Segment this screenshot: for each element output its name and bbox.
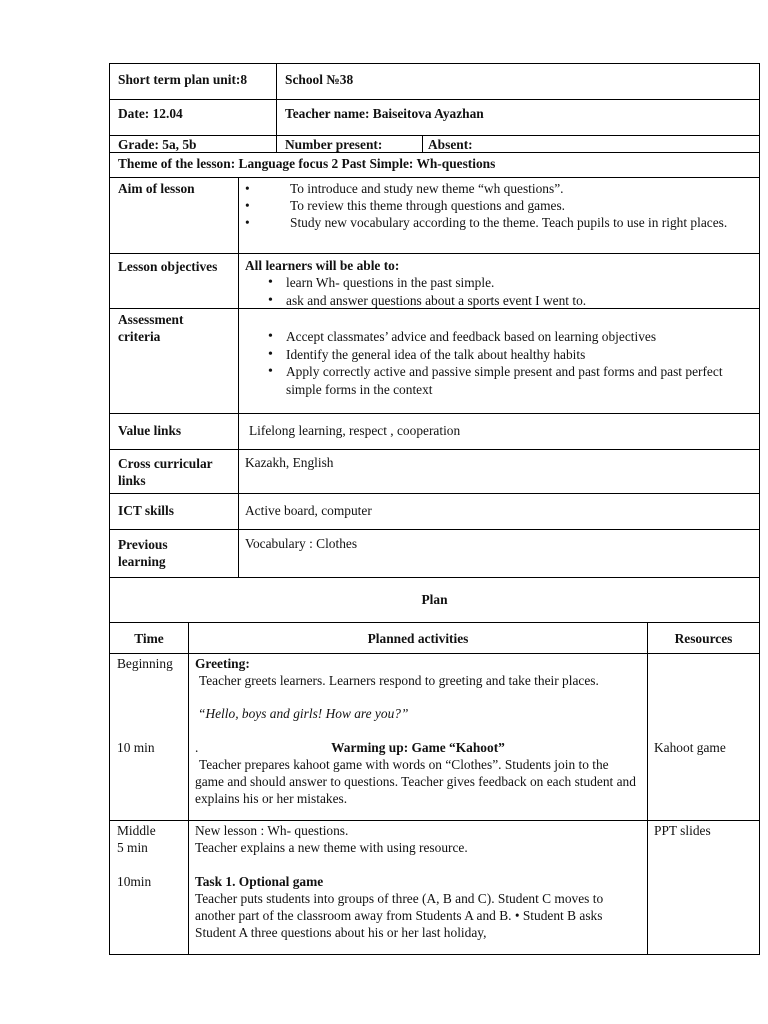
school-label: School №38 — [285, 72, 354, 87]
time-column-header: Time — [134, 631, 164, 646]
explain-text: Teacher explains a new theme with using resource. — [195, 840, 468, 855]
plan-title: Plan — [421, 592, 448, 607]
theme-value: Language focus 2 Past Simple: Wh-questions — [238, 156, 496, 171]
task-text: Teacher puts students into groups of three (A, B and C). Student C moves to another part of the classroom away from Students A and B. • Student B asks Student A three questions about his or her last holiday, — [195, 891, 604, 940]
cross-links-label: Cross curricular links — [118, 456, 213, 488]
grade-label: Grade: 5a, 5b — [118, 137, 197, 152]
time-5-min: 5 min — [117, 840, 148, 855]
objectives-list — [261, 274, 751, 309]
previous-label: Previous learning — [118, 537, 168, 569]
theme-label: Theme of the lesson: — [118, 156, 236, 171]
previous-text: Vocabulary : Clothes — [245, 536, 358, 551]
new-lesson-text: New lesson : Wh- questions. — [195, 823, 349, 838]
assessment-item: • Apply correctly active and passive simple present and past forms and past perfect simple forms in the context — [261, 363, 756, 398]
warmup-text: Teacher prepares kahoot game with words on “Clothes”. Students join to the game and should answer to questions. Teacher gives feedback on each student and explains his or her mistakes. — [195, 757, 636, 806]
warmup-title: Warming up: Game “Kahoot” — [331, 740, 505, 755]
resource-ppt: PPT slides — [654, 823, 711, 838]
greeting-title: Greeting: — [195, 656, 250, 671]
aim-label: Aim of lesson — [118, 181, 195, 196]
activities-column-header: Planned activities — [367, 631, 469, 646]
aim-item: • To review this theme through questions and games. — [245, 198, 566, 213]
assessment-list — [261, 328, 756, 398]
warmup-dot: . — [195, 740, 199, 755]
ict-label: ICT skills — [118, 503, 174, 518]
time-10-min: 10 min — [117, 740, 155, 755]
aim-item: • To introduce and study new theme “wh questions”. — [245, 181, 564, 196]
value-links-label: Value links — [118, 423, 182, 438]
ict-text: Active board, computer — [245, 503, 372, 518]
time-middle: Middle — [117, 823, 156, 838]
assessment-item: • Accept classmates’ advice and feedback based on learning objectives — [261, 328, 756, 346]
resource-kahoot: Kahoot game — [654, 740, 726, 755]
assessment-item: • Identify the general idea of the talk about healthy habits — [261, 346, 756, 364]
aim-list — [245, 180, 755, 231]
aim-item: • Study new vocabulary according to the theme. Teach pupils to use in right places. — [245, 215, 728, 230]
cross-links-text: Kazakh, English — [245, 455, 334, 470]
value-links-text: Lifelong learning, respect , cooperation — [249, 423, 461, 438]
time-10min: 10min — [117, 874, 152, 889]
objective-item: • learn Wh- questions in the past simple. — [261, 274, 751, 292]
time-beginning: Beginning — [117, 656, 173, 671]
greeting-text: Teacher greets learners. Learners respond to greeting and take their places. — [199, 673, 599, 688]
greeting-quote: “Hello, boys and girls! How are you?” — [198, 706, 409, 721]
unit-label: Short term plan unit:8 — [118, 72, 248, 87]
number-present-label: Number present: — [285, 137, 383, 152]
objective-item: • ask and answer questions about a sports event I went to. — [261, 292, 751, 310]
resources-column-header: Resources — [674, 631, 733, 646]
teacher-name: Teacher name: Baiseitova Ayazhan — [285, 106, 484, 121]
objectives-label: Lesson objectives — [118, 259, 218, 274]
date-label: Date: 12.04 — [118, 106, 183, 121]
task-title: Task 1. Optional game — [195, 874, 324, 889]
objectives-lead: All learners will be able to: — [245, 258, 400, 273]
theme-row — [118, 156, 495, 172]
assessment-label: Assessment criteria — [118, 312, 184, 344]
absent-label: Absent: — [428, 137, 473, 152]
